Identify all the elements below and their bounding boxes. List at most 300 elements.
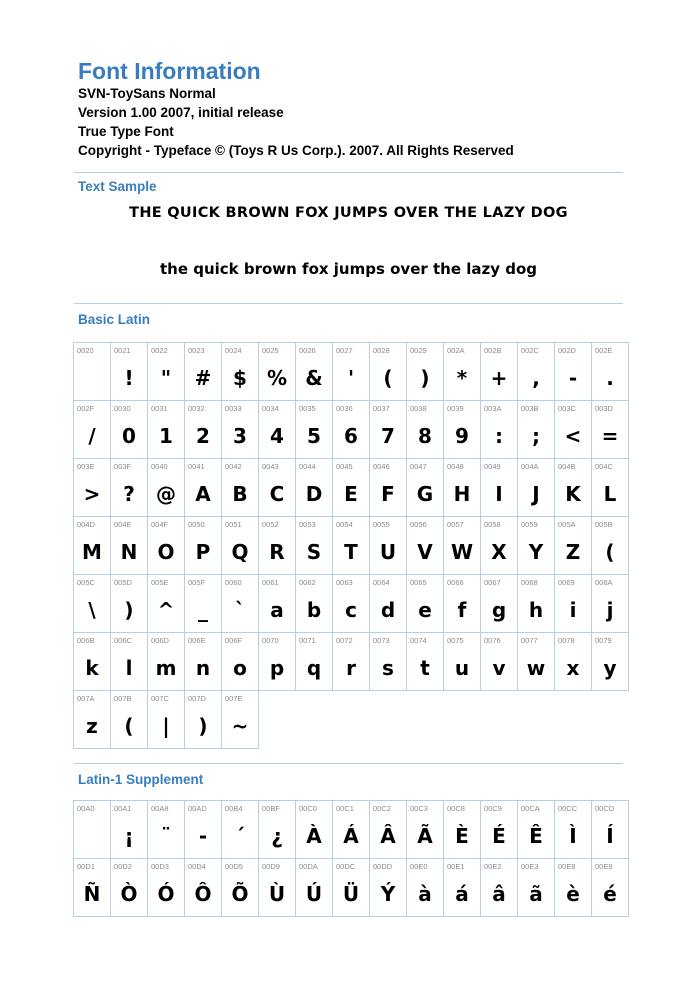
codepoint-label: 0074	[410, 636, 427, 645]
glyph-cell	[296, 517, 333, 575]
codepoint-label: 007C	[151, 694, 169, 703]
glyph: ?	[123, 482, 135, 506]
glyph-cell	[555, 801, 592, 859]
codepoint-label: 0023	[188, 346, 205, 355]
glyph-cell	[296, 459, 333, 517]
codepoint-label: 00E1	[447, 862, 465, 871]
glyph-cell	[407, 517, 444, 575]
glyph: g	[491, 598, 507, 622]
codepoint-label: 006F	[225, 636, 243, 645]
codepoint-label: 0068	[521, 578, 538, 587]
glyph: Ó	[157, 882, 175, 906]
glyph: z	[86, 714, 98, 738]
codepoint-label: 00E3	[521, 862, 539, 871]
glyph: X	[491, 540, 507, 564]
glyph: Ñ	[83, 882, 101, 906]
codepoint-label: 0022	[151, 346, 168, 355]
glyph-cell	[333, 517, 370, 575]
glyph-cell	[185, 801, 222, 859]
glyph-cell	[74, 691, 111, 749]
codepoint-label: 0033	[225, 404, 242, 413]
latin1-heading: Latin-1 Supplement	[78, 772, 204, 787]
codepoint-label: 00D4	[188, 862, 206, 871]
glyph: Ù	[268, 882, 286, 906]
glyph-cell	[111, 633, 148, 691]
glyph: p	[269, 656, 285, 680]
glyph: Í	[606, 824, 614, 848]
glyph-cell	[296, 575, 333, 633]
glyph: Ã	[417, 824, 433, 848]
glyph-cell	[592, 633, 629, 691]
codepoint-label: 006E	[188, 636, 206, 645]
glyph: w	[526, 656, 546, 680]
glyph: K	[565, 482, 581, 506]
glyph: T	[344, 540, 358, 564]
codepoint-label: 00E2	[484, 862, 502, 871]
glyph: Â	[380, 824, 396, 848]
glyph-cell	[481, 401, 518, 459]
glyph: P	[195, 540, 211, 564]
empty-cell	[592, 691, 629, 749]
codepoint-label: 0036	[336, 404, 353, 413]
codepoint-label: 003B	[521, 404, 539, 413]
codepoint-label: 0069	[558, 578, 575, 587]
codepoint-label: 0043	[262, 462, 279, 471]
glyph-cell	[518, 575, 555, 633]
glyph-cell	[222, 633, 259, 691]
glyph: J	[532, 482, 540, 506]
glyph-cell	[555, 633, 592, 691]
glyph-cell	[518, 633, 555, 691]
empty-cell	[444, 691, 481, 749]
glyph: '	[347, 366, 355, 390]
grid-row	[74, 401, 629, 459]
codepoint-label: 0058	[484, 520, 501, 529]
glyph-cell	[111, 343, 148, 401]
page-title: Font Information	[78, 58, 261, 84]
glyph: ¿	[271, 824, 283, 848]
codepoint-label: 00CC	[558, 804, 578, 813]
codepoint-label: 00A8	[151, 804, 169, 813]
glyph-cell	[259, 459, 296, 517]
codepoint-label: 0024	[225, 346, 242, 355]
codepoint-label: 006A	[595, 578, 613, 587]
grid-row	[74, 801, 629, 859]
codepoint-label: 0039	[447, 404, 464, 413]
glyph: F	[381, 482, 395, 506]
glyph-cell	[74, 343, 111, 401]
glyph: L	[603, 482, 617, 506]
codepoint-label: 0052	[262, 520, 279, 529]
glyph-cell	[555, 517, 592, 575]
glyph-cell	[481, 575, 518, 633]
empty-cell	[555, 691, 592, 749]
glyph: N	[120, 540, 138, 564]
glyph: )	[124, 598, 134, 622]
codepoint-label: 0076	[484, 636, 501, 645]
codepoint-label: 007B	[114, 694, 132, 703]
codepoint-label: 0040	[151, 462, 168, 471]
glyph: G	[416, 482, 434, 506]
codepoint-label: 004A	[521, 462, 539, 471]
glyph-cell	[148, 401, 185, 459]
glyph-cell	[111, 859, 148, 917]
text-sample-heading: Text Sample	[78, 179, 157, 194]
glyph: I	[495, 482, 503, 506]
glyph-cell	[259, 801, 296, 859]
codepoint-label: 002B	[484, 346, 502, 355]
glyph-cell	[370, 633, 407, 691]
codepoint-label: 0020	[77, 346, 94, 355]
codepoint-label: 00DC	[336, 862, 356, 871]
glyph-cell	[148, 801, 185, 859]
glyph: s	[382, 656, 394, 680]
glyph-cell	[222, 517, 259, 575]
glyph-cell	[407, 459, 444, 517]
codepoint-label: 0056	[410, 520, 427, 529]
glyph: b	[306, 598, 322, 622]
glyph-cell	[370, 801, 407, 859]
glyph-cell	[592, 801, 629, 859]
glyph: Q	[231, 540, 249, 564]
codepoint-label: 004D	[77, 520, 95, 529]
codepoint-label: 006D	[151, 636, 169, 645]
glyph-cell	[407, 633, 444, 691]
codepoint-label: 0066	[447, 578, 464, 587]
glyph: |	[162, 714, 170, 738]
glyph-cell	[296, 633, 333, 691]
codepoint-label: 0071	[299, 636, 316, 645]
glyph-cell	[444, 517, 481, 575]
glyph-cell	[296, 801, 333, 859]
glyph: M	[82, 540, 102, 564]
glyph: !	[124, 366, 134, 390]
glyph-cell	[222, 801, 259, 859]
codepoint-label: 0064	[373, 578, 390, 587]
divider	[74, 172, 623, 173]
glyph-cell	[555, 459, 592, 517]
glyph: 4	[270, 424, 284, 448]
codepoint-label: 007A	[77, 694, 95, 703]
codepoint-label: 0029	[410, 346, 427, 355]
divider	[74, 763, 623, 764]
codepoint-label: 0057	[447, 520, 464, 529]
glyph-cell	[592, 343, 629, 401]
glyph-cell	[555, 343, 592, 401]
glyph: E	[344, 482, 358, 506]
glyph-cell	[111, 801, 148, 859]
codepoint-label: 00D9	[262, 862, 280, 871]
empty-cell	[407, 691, 444, 749]
glyph-cell	[444, 633, 481, 691]
glyph: ¡	[124, 824, 134, 848]
glyph: è	[566, 882, 580, 906]
glyph-cell	[518, 517, 555, 575]
glyph-cell	[592, 859, 629, 917]
codepoint-label: 0054	[336, 520, 353, 529]
glyph: &	[305, 366, 323, 390]
glyph-cell	[592, 459, 629, 517]
glyph: S	[306, 540, 322, 564]
sample-uppercase: THE QUICK BROWN FOX JUMPS OVER THE LAZY DOG	[129, 205, 568, 221]
glyph-cell	[148, 691, 185, 749]
glyph: y	[603, 656, 617, 680]
codepoint-label: 0059	[521, 520, 538, 529]
glyph-cell	[370, 517, 407, 575]
glyph: \	[88, 598, 96, 622]
codepoint-label: 00C2	[373, 804, 391, 813]
glyph: R	[269, 540, 285, 564]
glyph-cell	[74, 859, 111, 917]
glyph: 6	[344, 424, 358, 448]
codepoint-label: 0038	[410, 404, 427, 413]
glyph-cell	[370, 459, 407, 517]
glyph-cell	[222, 401, 259, 459]
codepoint-label: 0045	[336, 462, 353, 471]
glyph: à	[418, 882, 432, 906]
glyph: <	[564, 424, 582, 448]
glyph: á	[455, 882, 469, 906]
glyph-cell	[407, 401, 444, 459]
grid-row	[74, 517, 629, 575]
glyph-cell	[333, 859, 370, 917]
codepoint-label: 0079	[595, 636, 612, 645]
codepoint-label: 006C	[114, 636, 132, 645]
codepoint-label: 0031	[151, 404, 168, 413]
glyph-cell	[592, 575, 629, 633]
empty-cell	[518, 691, 555, 749]
grid-row	[74, 459, 629, 517]
glyph: d	[380, 598, 396, 622]
glyph-cell	[74, 401, 111, 459]
font-version: Version 1.00 2007, initial release	[78, 105, 284, 120]
glyph: ,	[532, 366, 540, 390]
glyph: 5	[307, 424, 321, 448]
glyph-cell	[185, 575, 222, 633]
glyph-cell	[111, 517, 148, 575]
grid-row	[74, 633, 629, 691]
glyph: $	[233, 366, 247, 390]
glyph: Ý	[380, 882, 396, 906]
codepoint-label: 003A	[484, 404, 502, 413]
codepoint-label: 00A1	[114, 804, 132, 813]
glyph-cell	[481, 459, 518, 517]
glyph: é	[603, 882, 617, 906]
glyph: o	[233, 656, 247, 680]
glyph: `	[235, 598, 245, 622]
codepoint-label: 00B4	[225, 804, 243, 813]
codepoint-label: 0032	[188, 404, 205, 413]
font-name: SVN-ToySans Normal	[78, 86, 216, 101]
glyph: u	[454, 656, 470, 680]
glyph: @	[156, 482, 176, 506]
glyph: O	[157, 540, 175, 564]
glyph: W	[450, 540, 474, 564]
codepoint-label: 0046	[373, 462, 390, 471]
codepoint-label: 0050	[188, 520, 205, 529]
glyph-cell	[518, 801, 555, 859]
glyph: 9	[455, 424, 469, 448]
glyph-cell	[222, 691, 259, 749]
glyph-cell	[481, 517, 518, 575]
glyph-cell	[111, 691, 148, 749]
codepoint-label: 005B	[595, 520, 613, 529]
codepoint-label: 004E	[114, 520, 132, 529]
glyph-cell	[259, 401, 296, 459]
codepoint-label: 0026	[299, 346, 316, 355]
glyph-cell	[259, 633, 296, 691]
glyph: =	[601, 424, 619, 448]
empty-cell	[333, 691, 370, 749]
grid-row	[74, 859, 629, 917]
glyph: B	[232, 482, 248, 506]
glyph: c	[345, 598, 357, 622]
glyph: È	[455, 824, 469, 848]
glyph-cell	[370, 343, 407, 401]
codepoint-label: 0041	[188, 462, 205, 471]
glyph-cell	[518, 459, 555, 517]
glyph-cell	[74, 517, 111, 575]
codepoint-label: 0061	[262, 578, 279, 587]
glyph: t	[420, 656, 430, 680]
codepoint-label: 00CA	[521, 804, 540, 813]
codepoint-label: 005A	[558, 520, 576, 529]
codepoint-label: 0063	[336, 578, 353, 587]
empty-cell	[259, 691, 296, 749]
glyph-cell	[259, 517, 296, 575]
codepoint-label: 00C1	[336, 804, 354, 813]
glyph-cell	[111, 401, 148, 459]
codepoint-label: 00BF	[262, 804, 280, 813]
glyph-cell	[444, 575, 481, 633]
codepoint-label: 0030	[114, 404, 131, 413]
glyph: k	[85, 656, 99, 680]
codepoint-label: 00A0	[77, 804, 95, 813]
glyph: Ô	[194, 882, 212, 906]
glyph: h	[528, 598, 544, 622]
glyph-cell	[148, 459, 185, 517]
glyph: n	[195, 656, 211, 680]
glyph: f	[457, 598, 467, 622]
codepoint-label: 007E	[225, 694, 243, 703]
glyph: ã	[529, 882, 543, 906]
glyph: j	[606, 598, 614, 622]
empty-cell	[296, 691, 333, 749]
grid-row	[74, 691, 629, 749]
glyph-cell	[407, 859, 444, 917]
codepoint-label: 003C	[558, 404, 576, 413]
codepoint-label: 00AD	[188, 804, 207, 813]
glyph-cell	[518, 343, 555, 401]
latin1-grid	[73, 800, 629, 917]
codepoint-label: 00D2	[114, 862, 132, 871]
codepoint-label: 004C	[595, 462, 613, 471]
divider	[74, 303, 623, 304]
glyph-cell	[185, 459, 222, 517]
glyph: "	[160, 366, 172, 390]
codepoint-label: 0067	[484, 578, 501, 587]
glyph-cell	[333, 343, 370, 401]
glyph-cell	[592, 517, 629, 575]
codepoint-label: 0051	[225, 520, 242, 529]
codepoint-label: 002E	[595, 346, 613, 355]
glyph-cell	[555, 401, 592, 459]
glyph-cell	[222, 459, 259, 517]
glyph: )	[198, 714, 208, 738]
glyph-cell	[518, 401, 555, 459]
glyph: %	[266, 366, 288, 390]
codepoint-label: 006B	[77, 636, 95, 645]
glyph: À	[306, 824, 322, 848]
codepoint-label: 0028	[373, 346, 390, 355]
codepoint-label: 002F	[77, 404, 95, 413]
glyph-cell	[444, 401, 481, 459]
glyph: ;	[532, 424, 540, 448]
glyph: Õ	[231, 882, 249, 906]
glyph: Ü	[342, 882, 360, 906]
glyph: Ì	[569, 824, 577, 848]
basic-latin-heading: Basic Latin	[78, 312, 151, 327]
sample-lowercase: the quick brown fox jumps over the lazy dog	[159, 260, 538, 278]
glyph: >	[83, 482, 101, 506]
glyph: Ê	[529, 824, 543, 848]
glyph-cell	[481, 801, 518, 859]
glyph-cell	[74, 459, 111, 517]
grid-row	[74, 343, 629, 401]
glyph: -	[568, 366, 578, 390]
codepoint-label: 0049	[484, 462, 501, 471]
codepoint-label: 00C0	[299, 804, 317, 813]
glyph-cell	[555, 575, 592, 633]
glyph-cell	[111, 575, 148, 633]
codepoint-label: 00C8	[447, 804, 465, 813]
codepoint-label: 0075	[447, 636, 464, 645]
glyph-cell	[74, 801, 111, 859]
codepoint-label: 007D	[188, 694, 206, 703]
codepoint-label: 005D	[114, 578, 132, 587]
glyph: r	[346, 656, 356, 680]
codepoint-label: 00DD	[373, 862, 393, 871]
glyph: 3	[233, 424, 247, 448]
glyph-cell	[370, 859, 407, 917]
glyph-cell	[185, 517, 222, 575]
glyph-cell	[481, 633, 518, 691]
glyph: H	[453, 482, 471, 506]
glyph-cell	[444, 859, 481, 917]
empty-cell	[370, 691, 407, 749]
glyph: l	[125, 656, 133, 680]
glyph: m	[155, 656, 177, 680]
codepoint-label: 0042	[225, 462, 242, 471]
codepoint-label: 005E	[151, 578, 169, 587]
glyph-cell	[148, 343, 185, 401]
glyph: /	[88, 424, 96, 448]
glyph: ´	[235, 824, 245, 848]
codepoint-label: 00D1	[77, 862, 95, 871]
glyph-cell	[481, 343, 518, 401]
codepoint-label: 00E8	[558, 862, 576, 871]
glyph-cell	[296, 343, 333, 401]
glyph: *	[456, 366, 468, 390]
codepoint-label: 0025	[262, 346, 279, 355]
font-type: True Type Font	[78, 124, 174, 139]
glyph: -	[198, 824, 208, 848]
glyph: C	[269, 482, 285, 506]
glyph-cell	[555, 859, 592, 917]
glyph: e	[418, 598, 432, 622]
glyph: :	[495, 424, 503, 448]
codepoint-label: 0035	[299, 404, 316, 413]
